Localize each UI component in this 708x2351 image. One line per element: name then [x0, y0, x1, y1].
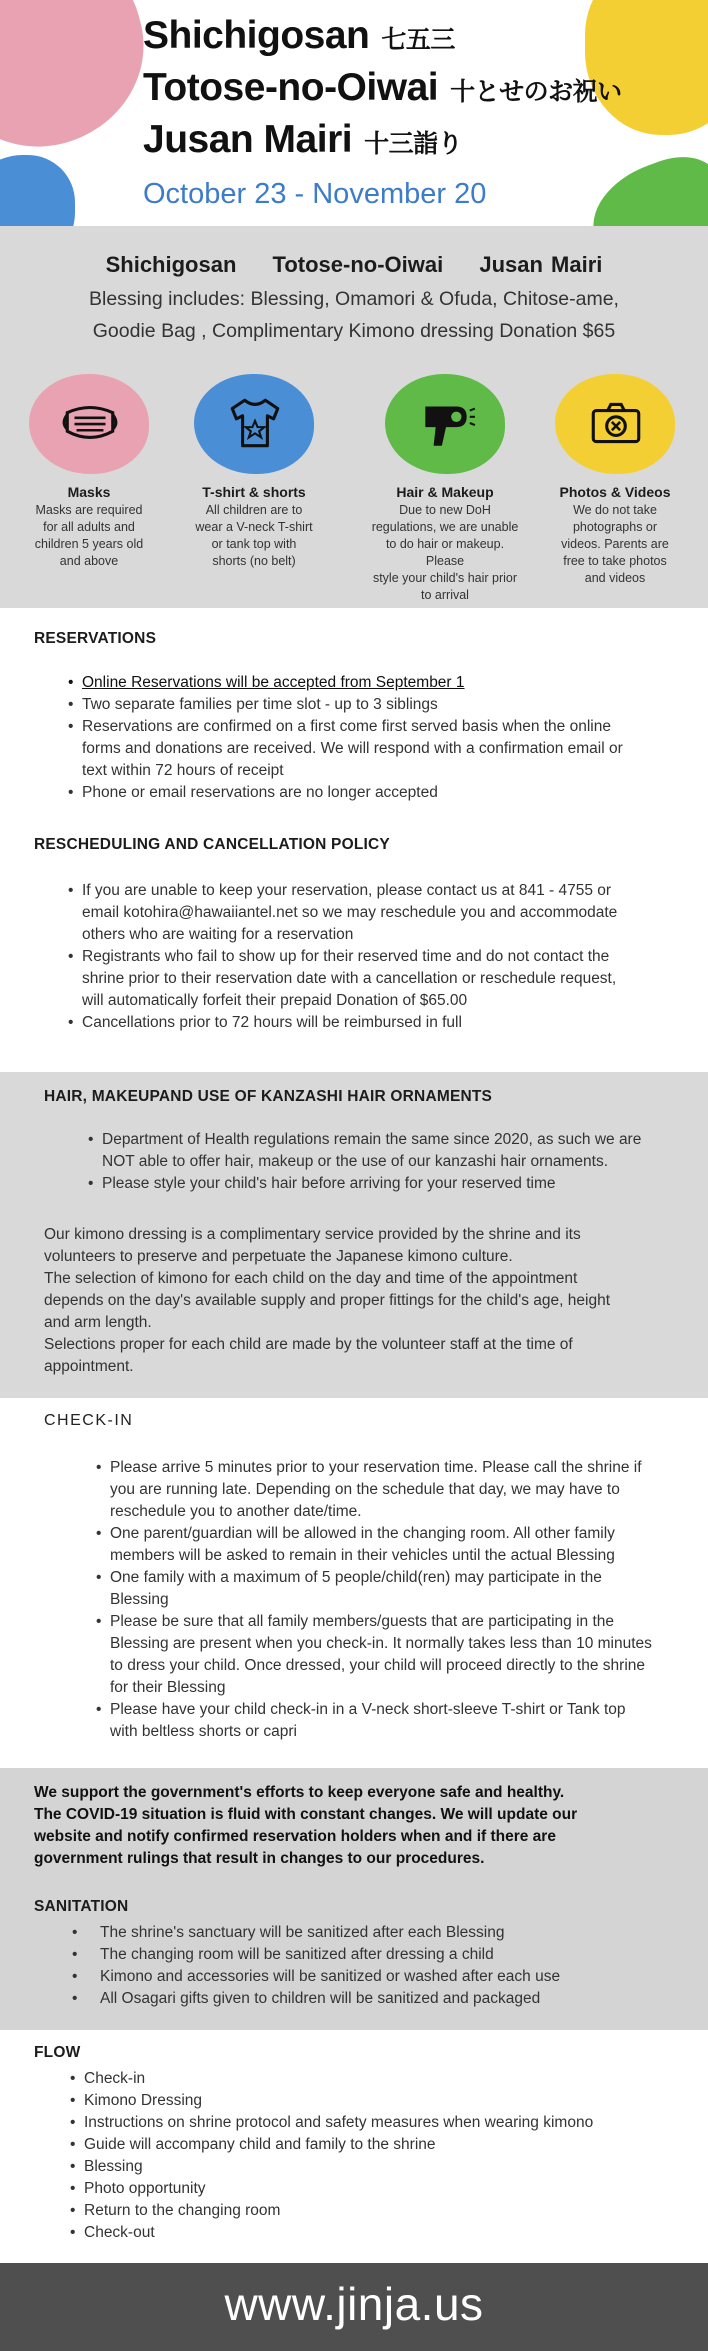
title-jp-text: 七五三 — [381, 26, 455, 54]
list-item: • One parent/guardian will be allowed in the changing room. All other family members will be asked to remain in their vehicles until the actual Blessing — [96, 1523, 696, 1567]
icon-desc: All children are to wear a V-neck T-shirt or tank top with shorts (no belt) — [195, 503, 313, 568]
tshirt-icon — [224, 392, 286, 454]
list-item: • Please arrive 5 minutes prior to your reservation time. Please call the shrine if you are running late. Depending on the schedule that day, we may have to reschedule you to another date/time. — [96, 1457, 696, 1523]
list-item: • Phone or email reservations are no longer accepted — [68, 782, 688, 804]
icon-desc: Due to new DoH regulations, we are unable to do hair or makeup. Please style your child's hair prior to arrival — [371, 503, 519, 602]
title-text: Shichigosan — [143, 14, 370, 57]
reservations-list — [68, 672, 688, 804]
hair-heading: HAIR, MAKEUPAND USE OF KANZASHI HAIR ORNAMENTS — [44, 1088, 493, 1105]
list-item: • Please style your child's hair before arriving for your reserved time — [88, 1173, 698, 1195]
list-item: • All Osagari gifts given to children will be sanitized and packaged — [72, 1988, 692, 2010]
title-text: Jusan Mairi — [143, 118, 353, 161]
covid-section — [0, 1768, 708, 2030]
cancellation-list — [68, 880, 688, 1034]
list-item: • Guide will accompany child and family to the shrine — [70, 2134, 690, 2156]
list-item: • Please have your child check-in in a V-neck short-sleeve T-shirt or Tank top with beltless shorts or capri — [96, 1699, 696, 1743]
kimono-dressing-paragraph: Our kimono dressing is a complimentary service provided by the shrine and its volunteers to preserve and perpetuate the Japanese kimono culture. The selection of kimono for each child on the day and time of the appointment depends on the day's available supply and proper fittings for the child's age, height and arm length. Selections proper for each child are made by the volunteer staff at the time of appointment. — [44, 1226, 611, 1375]
blessing-includes-line: Goodie Bag , Complimentary Kimono dressing Donation $65 — [92, 320, 616, 342]
list-item: • Kimono and accessories will be sanitized or washed after each use — [72, 1966, 692, 1988]
title-totose — [143, 66, 622, 110]
list-item: • Check-in — [70, 2068, 690, 2090]
list-item: • One family with a maximum of 5 people/child(ren) may participate in the Blessing — [96, 1567, 696, 1611]
list-item: • Online Reservations will be accepted from September 1 — [68, 672, 688, 694]
reservations-section — [0, 608, 708, 1072]
list-item: • Kimono Dressing — [70, 2090, 690, 2112]
tshirt-card — [179, 374, 329, 570]
info-heading-item: Jusan Mairi — [479, 252, 603, 277]
covid-statement: We support the government's efforts to keep everyone safe and healthy. The COVID-19 situation is fluid with constant changes. We will update our website and notify confirmed reservation holders when and if there are government rulings that result in changes to our procedures. — [34, 1784, 578, 1867]
hair-makeup-section — [0, 1072, 708, 1398]
reservations-heading: RESERVATIONS — [34, 630, 157, 647]
list-item: • Check-out — [70, 2222, 690, 2244]
icon-title: Masks — [67, 484, 111, 500]
decorative-pink-blob — [0, 0, 166, 168]
list-item: • Registrants who fail to show up for their reserved time and do not contact the shrine prior to their reservation date with a cancellation or reschedule request, will automatically forfeit their prepaid Donation of $65.00 — [68, 946, 688, 1012]
title-shichigosan — [143, 14, 455, 58]
footer — [0, 2263, 708, 2351]
list-item: • Reservations are confirmed on a first come first served basis when the online forms and donations are received. We will respond with a confirmation email or text within 72 hours of receipt — [68, 716, 688, 782]
list-item: • Photo opportunity — [70, 2178, 690, 2200]
flow-section — [0, 2030, 708, 2263]
sanitation-heading: SANITATION — [34, 1898, 129, 1915]
list-item: • Cancellations prior to 72 hours will be reimbursed in full — [68, 1012, 688, 1034]
info-heading-item: Totose-no-Oiwai — [272, 252, 444, 277]
blessing-includes-line: Blessing includes: Blessing, Omamori & Ofuda, Chitose-ame, — [89, 288, 619, 310]
info-section — [0, 226, 708, 608]
checkin-list — [96, 1457, 696, 1743]
flow-heading: FLOW — [34, 2044, 81, 2061]
date-range: October 23 - November 20 — [143, 178, 487, 210]
mask-icon — [59, 392, 121, 454]
decorative-blue-blob — [0, 155, 75, 226]
list-item: • The shrine's sanctuary will be sanitized after each Blessing — [72, 1922, 692, 1944]
list-item: • If you are unable to keep your reservation, please contact us at 841 - 4755 or email kotohira@hawaiiantel.net so we may reschedule you and accommodate others who are waiting for a reservation — [68, 880, 688, 946]
checkin-heading: CHECK-IN — [44, 1412, 134, 1429]
title-text: Totose-no-Oiwai — [143, 66, 439, 109]
hair-makeup-card — [370, 374, 520, 604]
icon-title: Photos & Videos — [559, 484, 671, 500]
masks-card — [14, 374, 164, 570]
info-heading — [0, 252, 708, 278]
list-item: • Department of Health regulations remain the same since 2020, as such we are NOT able to offer hair, makeup or the use of our kanzashi hair ornaments. — [88, 1129, 698, 1173]
list-item: • Two separate families per time slot - up to 3 siblings — [68, 694, 688, 716]
header-banner — [0, 0, 708, 226]
list-item: • Blessing — [70, 2156, 690, 2178]
title-jp-text: 十三詣り — [364, 130, 463, 158]
icon-desc: We do not take photographs or videos. Parents are free to take photos and videos — [561, 503, 669, 585]
title-jp-text: 十とせのお祝い — [450, 78, 622, 106]
website-link[interactable]: www.jinja.us — [224, 2278, 484, 2330]
icon-title: T-shirt & shorts — [202, 484, 306, 500]
flow-list — [70, 2068, 690, 2244]
hair-list — [88, 1129, 698, 1195]
icon-title: Hair & Makeup — [396, 484, 494, 500]
list-item: • Return to the changing room — [70, 2200, 690, 2222]
hairdryer-icon — [415, 392, 477, 454]
icon-desc: Masks are required for all adults and children 5 years old and above — [34, 503, 144, 568]
title-jusan — [143, 118, 462, 162]
info-heading-item: Shichigosan — [105, 252, 237, 277]
photos-videos-card — [540, 374, 690, 587]
camera-icon — [585, 392, 647, 454]
cancellation-heading: RESCHEDULING AND CANCELLATION POLICY — [34, 836, 390, 853]
list-item: • The changing room will be sanitized after dressing a child — [72, 1944, 692, 1966]
checkin-section — [0, 1398, 708, 1768]
decorative-green-blob — [579, 145, 708, 226]
list-item: • Instructions on shrine protocol and safety measures when wearing kimono — [70, 2112, 690, 2134]
list-item: • Please be sure that all family members/guests that are participating in the Blessing are present when you check-in. It normally takes less than 10 minutes to dress your child. Once dressed, your child will proceed directly to the shrine for their Blessing — [96, 1611, 696, 1699]
sanitation-list — [72, 1922, 692, 2010]
